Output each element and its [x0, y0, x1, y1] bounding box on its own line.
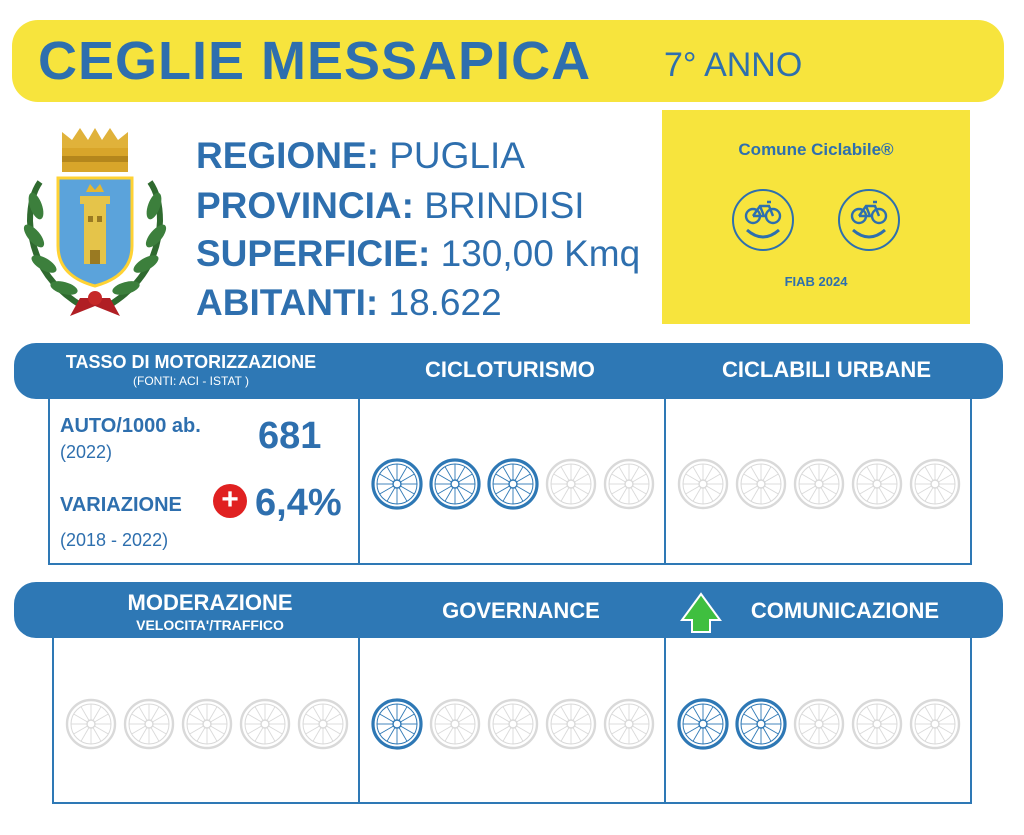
wheel-rating-empty-icon [544, 457, 598, 511]
info-regione-key: REGIONE: [196, 135, 379, 176]
info-provincia [196, 185, 585, 227]
coat-of-arms-icon [22, 126, 168, 326]
trend-up-arrow-icon [680, 592, 722, 634]
wheel-rating-empty-icon [428, 697, 482, 751]
wheel-rating-empty-icon [734, 457, 788, 511]
wheel-rating-empty-icon [486, 697, 540, 751]
info-regione [196, 135, 525, 177]
cicloturismo-title: CICLOTURISMO [425, 357, 595, 382]
wheel-rating-filled-icon [734, 697, 788, 751]
auto-label: AUTO/1000 ab. [60, 415, 201, 437]
info-superficie-value: 130,00 Kmq [440, 233, 641, 274]
wheel-rating-empty-icon [850, 457, 904, 511]
wheel-rating-filled-icon [370, 697, 424, 751]
info-superficie-key: SUPERFICIE: [196, 233, 431, 274]
wheel-rating-empty-icon [676, 457, 730, 511]
wheel-rating-empty-icon [180, 697, 234, 751]
smiling-bike-icon [837, 188, 901, 252]
info-superficie [196, 233, 640, 275]
wheel-rating-filled-icon [428, 457, 482, 511]
wheel-rating-empty-icon [602, 457, 656, 511]
comunicazione-title: COMUNICAZIONE [750, 598, 940, 623]
wheel-rating-empty-icon [602, 697, 656, 751]
variation-value: 6,4% [255, 482, 342, 524]
wheel-rating-filled-icon [676, 697, 730, 751]
ciclabili-urbane-title: CICLABILI URBANE [722, 357, 931, 382]
wheel-rating-filled-icon [486, 457, 540, 511]
wheel-rating-empty-icon [238, 697, 292, 751]
info-abitanti-value: 18.622 [388, 282, 502, 323]
info-abitanti-key: ABITANTI: [196, 282, 379, 323]
info-abitanti [196, 282, 502, 324]
wheel-rating-empty-icon [792, 697, 846, 751]
motorization-title: TASSO DI MOTORIZZAZIONE [65, 352, 317, 372]
smiling-bike-icon [731, 188, 795, 252]
auto-year: (2022) [60, 442, 113, 462]
info-regione-value: PUGLIA [389, 135, 525, 176]
wheel-rating-filled-icon [370, 457, 424, 511]
wheel-rating-empty-icon [544, 697, 598, 751]
info-provincia-value: BRINDISI [424, 185, 585, 226]
badge-title: Comune Ciclabile® [738, 140, 894, 159]
plus-icon: + [213, 484, 247, 518]
auto-value: 681 [258, 415, 322, 457]
badge-footer: FIAB 2024 [784, 274, 848, 289]
wheel-rating-empty-icon [122, 697, 176, 751]
moderazione-title: MODERAZIONE [127, 590, 293, 615]
info-provincia-key: PROVINCIA: [196, 185, 414, 226]
governance-title: GOVERNANCE [442, 598, 600, 623]
motorization-sources: (FONTI: ACI - ISTAT ) [133, 374, 249, 388]
variation-label: VARIAZIONE [60, 494, 182, 516]
wheel-rating-empty-icon [296, 697, 350, 751]
comune-ciclabile-badge [662, 110, 970, 324]
variation-period: (2018 - 2022) [60, 530, 169, 550]
edition-year: 7° ANNO [664, 46, 803, 84]
wheel-rating-empty-icon [64, 697, 118, 751]
wheel-rating-empty-icon [850, 697, 904, 751]
wheel-rating-empty-icon [908, 697, 962, 751]
wheel-rating-empty-icon [908, 457, 962, 511]
moderazione-subtitle: VELOCITA'/TRAFFICO [136, 617, 284, 633]
wheel-rating-empty-icon [792, 457, 846, 511]
city-name: CEGLIE MESSAPICA [38, 31, 592, 91]
